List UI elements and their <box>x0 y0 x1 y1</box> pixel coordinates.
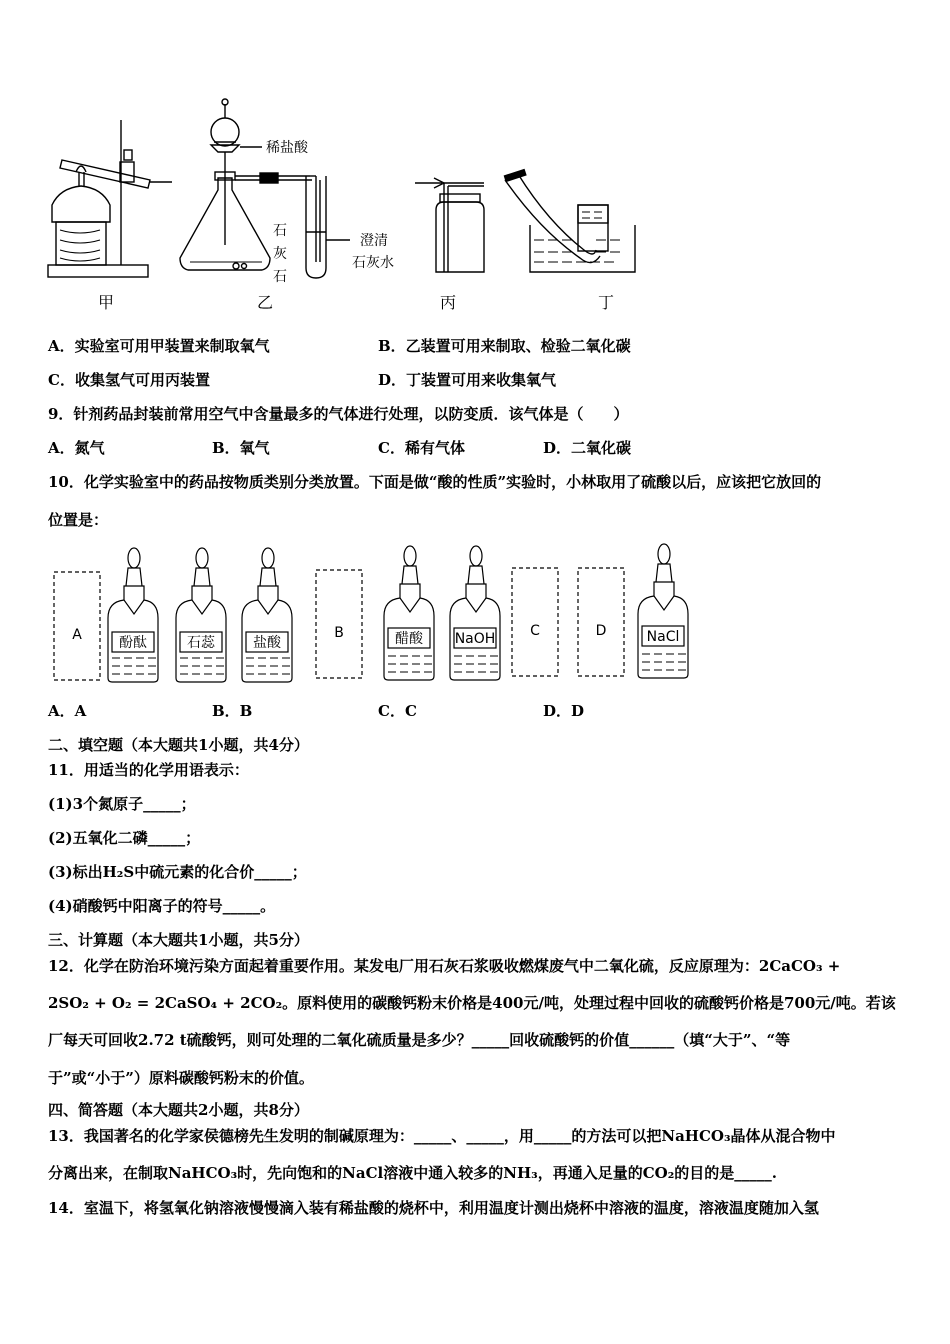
q11-part-4: (4)硝酸钙中阳离子的符号_____。 <box>48 897 276 915</box>
shelf-slot-c: C <box>530 623 540 639</box>
q14-line-1: 14．室温下，将氢氧化钠溶液慢慢滴入装有稀盐酸的烧杯中，利用温度计测出烧杯中溶液的温度，溶液温度随加入氢 <box>48 1199 819 1217</box>
q10-option-c: C．C <box>378 702 417 720</box>
apparatus-ding <box>505 174 635 272</box>
q10-option-b: B．B <box>212 702 253 720</box>
section2-heading: 二、填空题（本大题共1小题，共4分） <box>48 736 309 754</box>
q10-option-a: A．A <box>48 702 87 720</box>
apparatus-bing <box>415 178 484 272</box>
q12-line-4: 于”或“小于”）原料碳酸钙粉末的价值。 <box>48 1069 314 1087</box>
label-bing: 丙 <box>440 293 457 312</box>
apparatus-jia <box>48 120 172 277</box>
annotation-dilute-hcl: 稀盐酸 <box>266 140 308 156</box>
q10-stem-line2: 位置是： <box>48 511 109 529</box>
q11-stem: 11．用适当的化学用语表示： <box>48 761 249 779</box>
bottle-label-phenolphthalein: 酚酞 <box>119 635 147 651</box>
q12-line-1: 12．化学在防治环境污染方面起着重要作用。某发电厂用石灰石浆吸收燃煤废气中二氧化硫，反应原理为：2CaCO₃ + <box>48 957 841 975</box>
q8-option-b: B．乙装置可用来制取、检验二氧化碳 <box>378 337 631 355</box>
shelf-slot-d: D <box>595 623 607 639</box>
q8-option-d: D．丁装置可用来收集氧气 <box>378 371 557 389</box>
q10-option-d: D．D <box>543 702 585 720</box>
q13-line-1: 13．我国著名的化学家侯德榜先生发明的制碱原理为：_____、_____，用_____的方法可以把NaHCO₃晶体从混合物中 <box>48 1127 836 1145</box>
q8-option-a: A．实验室可用甲装置来制取氧气 <box>48 337 270 355</box>
bottle-label-naoh: NaOH <box>454 631 496 647</box>
bottle-label-acetic-acid: 醋酸 <box>395 631 423 647</box>
q9-option-b: B．氧气 <box>212 439 270 457</box>
annotation-limewater-2: 石灰水 <box>352 255 394 271</box>
bottle-label-litmus: 石蕊 <box>187 635 215 651</box>
q9-option-a: A．氮气 <box>48 439 105 457</box>
apparatus-figure <box>0 0 950 310</box>
apparatus-yi <box>180 99 350 278</box>
bottle-label-nacl: NaCl <box>646 629 680 645</box>
q11-part-3: (3)标出H₂S中硫元素的化合价_____； <box>48 863 307 881</box>
q10-stem-line1: 10．化学实验室中的药品按物质类别分类放置。下面是做“酸的性质”实验时，小林取用了硫酸以后，应该把它放回的 <box>48 473 822 491</box>
annotation-limestone-3: 石 <box>273 269 287 285</box>
bottle-label-hydrochloric-acid: 盐酸 <box>253 635 281 651</box>
q12-line-2: 2SO₂ + O₂ = 2CaSO₄ + 2CO₂。原料使用的碳酸钙粉末价格是400元/吨，处理过程中回收的硫酸钙价格是700元/吨。若该 <box>48 994 896 1012</box>
q9-option-d: D．二氧化碳 <box>543 439 632 457</box>
annotation-limestone-1: 石 <box>273 223 287 239</box>
section3-heading: 三、计算题（本大题共1小题，共5分） <box>48 931 309 949</box>
label-yi: 乙 <box>257 293 274 312</box>
q8-option-c: C．收集氢气可用丙装置 <box>48 371 210 389</box>
q11-part-2: (2)五氧化二磷_____； <box>48 829 201 847</box>
shelf-slot-a: A <box>72 627 82 643</box>
q12-line-3: 厂每天可回收2.72 t硫酸钙，则可处理的二氧化硫质量是多少？_____回收硫酸钙的价值______（填“大于”、“等 <box>48 1031 791 1049</box>
q9-option-c: C．稀有气体 <box>378 439 465 457</box>
reagent-shelf-figure <box>0 538 950 698</box>
annotation-limestone-2: 灰 <box>273 246 287 262</box>
q9-stem: 9．针剂药品封装前常用空气中含量最多的气体进行处理，以防变质．该气体是（ ） <box>48 405 629 423</box>
label-jia: 甲 <box>98 293 115 312</box>
label-ding: 丁 <box>598 293 615 312</box>
shelf-slot-b: B <box>334 625 344 641</box>
annotation-limewater-1: 澄清 <box>360 233 388 249</box>
q13-line-2: 分离出来，在制取NaHCO₃时，先向饱和的NaCl溶液中通入较多的NH₃，再通入足量的CO₂的目的是_____. <box>48 1164 777 1182</box>
q11-part-1: (1)3个氮原子_____； <box>48 795 196 813</box>
section4-heading: 四、简答题（本大题共2小题，共8分） <box>48 1101 309 1119</box>
